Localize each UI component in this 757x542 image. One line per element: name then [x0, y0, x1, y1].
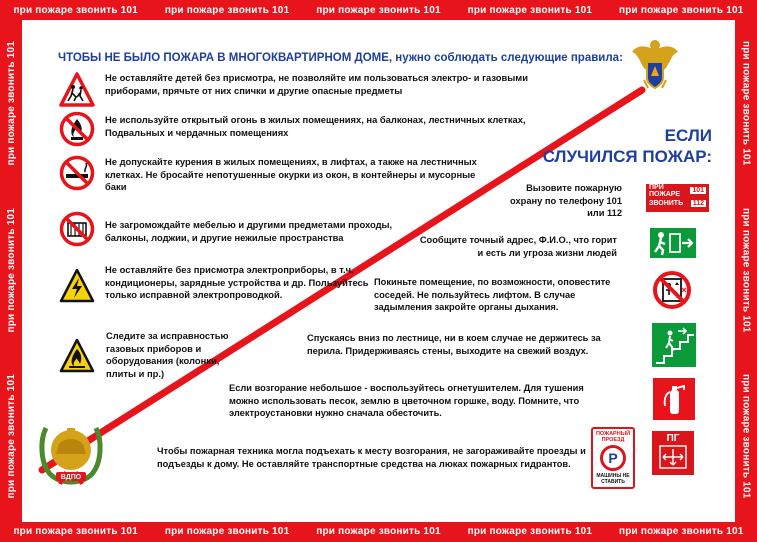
action-4: Спускаясь вниз по лестнице, ни в коем случае не держитесь за перила. Придерживаясь стены, выходите на свежий воздух. [307, 333, 601, 356]
rule-4: Не загромождайте мебелью и другими предметами проходы, балконы, лоджии, и другие нежилые пространства [105, 219, 393, 243]
call-box [646, 184, 709, 212]
poster-panel [22, 20, 735, 522]
hydrant-arrows-icon [652, 444, 694, 472]
strip-text: при пожаре звонить 101 [13, 4, 138, 16]
call-box-line2: ЗВОНИТЬ [649, 200, 684, 207]
vdpo-emblem-icon [36, 410, 106, 490]
action-6: Чтобы пожарная техника могла подъехать к месту возгорания, не загораживайте проезды и подъезды к дому. Не оставляйте транспортные средства на люках пожарных гидрантов. [157, 446, 586, 469]
children-warning-icon [59, 72, 95, 108]
strip-text: при пожаре звонить 101 [316, 525, 441, 537]
if-fire-title [542, 125, 712, 167]
no-clutter-icon [59, 211, 95, 247]
emergency-emblem-icon [630, 36, 680, 96]
strip-text: при пожаре звонить 101 [5, 374, 17, 499]
strip-text: при пожаре звонить 101 [467, 4, 593, 16]
strip-text: при пожаре звонить 101 [5, 207, 17, 333]
strip-text: при пожаре звонить 101 [164, 525, 290, 537]
no-parking-icon [600, 445, 626, 471]
fire-lane-subtitle: МАШИНЫ НЕ СТАВИТЬ [596, 473, 630, 485]
strip-text: при пожаре звонить 101 [740, 207, 752, 333]
parking-letter: P [608, 450, 618, 466]
strip-text: при пожаре звонить 101 [164, 4, 290, 16]
rule-6: Следите за исправностью газовых приборов и оборудования (колонки, плиты и пр.) [106, 330, 229, 379]
call-box-num1: 101 [692, 187, 704, 194]
fire-extinguisher-icon [653, 378, 695, 420]
no-elevator-icon [652, 270, 692, 310]
fire-lane-title: ПОЖАРНЫЙ ПРОЕЗД [595, 431, 631, 443]
rule-1: Не оставляйте детей без присмотра, не позволяйте им пользоваться электро- и газовыми приборами, прячьте от них спички и другие опасные предметы [105, 72, 528, 96]
flammable-gas-icon [59, 338, 95, 374]
no-smoking-icon [59, 155, 95, 191]
action-1: Вызовите пожарную охрану по телефону 101 или 112 [510, 183, 622, 218]
if-fire-line2: СЛУЧИЛСЯ ПОЖАР: [542, 147, 712, 166]
action-5: Если возгорание небольшое - воспользуйтесь огнетушителем. Для тушения можно использовать песок, землю в цветочном горшке, воду. Помните, что электроустановки нужно сначала обесточить. [229, 383, 584, 418]
no-open-fire-icon [59, 111, 95, 147]
call-box-num2: 112 [692, 200, 704, 207]
strip-text: при пожаре звонить 101 [740, 374, 752, 499]
action-2: Сообщите точный адрес, Ф.И.О., что горит и есть ли угроза жизни людей [419, 235, 617, 258]
action-3: Покиньте помещение, по возможности, оповестите соседей. Не пользуйтесь лифтом. В случае задымления закройте органы дыхания. [374, 277, 611, 312]
strip-text: при пожаре звонить 101 [467, 525, 593, 537]
strip-text: при пожаре звонить 101 [13, 525, 138, 537]
emblem-caption: ВДПО [60, 474, 82, 481]
bottom-strip [0, 523, 757, 539]
stairs-exit-icon [652, 323, 696, 367]
fire-lane-sign [591, 427, 635, 489]
exit-sign-icon [650, 228, 696, 258]
strip-text: при пожаре звонить 101 [316, 4, 441, 16]
strip-text: при пожаре звонить 101 [619, 525, 744, 537]
rule-3: Не допускайте курения в жилых помещениях, в лифтах, а также на лестничных клетках. Не бросайте непотушенные окурки из окон, в контейнеры и мусорные баки [105, 156, 477, 192]
left-strip [2, 20, 20, 520]
strip-text: при пожаре звонить 101 [5, 41, 17, 166]
hydrant-label: ПГ [666, 433, 680, 444]
strip-text: при пожаре звонить 101 [619, 4, 744, 16]
top-strip [0, 2, 757, 18]
fire-hydrant-sign [652, 431, 694, 475]
strip-text: при пожаре звонить 101 [740, 41, 752, 166]
if-fire-line1: ЕСЛИ [664, 126, 712, 145]
right-strip [737, 20, 755, 520]
headline: ЧТОБЫ НЕ БЫЛО ПОЖАРА В МНОГОКВАРТИРНОМ ДОМЕ, нужно соблюдать следующие правила: [58, 52, 623, 64]
rule-2: Не используйте открытый огонь в жилых помещениях, на балконах, лестничных клетках, Подвальных и чердачных помещениях [105, 114, 526, 138]
rule-5: Не оставляйте без присмотра электроприборы, в т.ч. кондиционеры, зарядные устройства и др. Пользуйтесь только исправной электропроводкой. [105, 264, 369, 300]
electric-hazard-icon [59, 268, 95, 304]
call-box-line1: ПРИ ПОЖАРЕ [649, 183, 681, 198]
